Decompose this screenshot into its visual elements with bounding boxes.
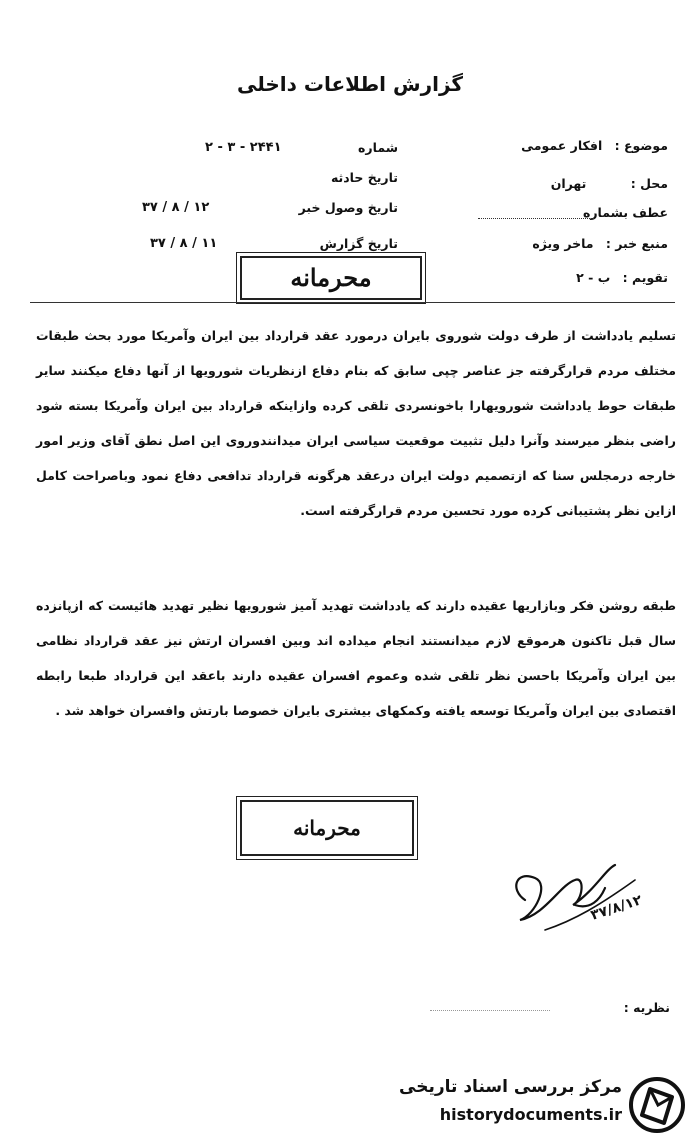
receipt-date-label: تاریخ وصول خبر [298, 200, 398, 215]
body-paragraph-1: تسلیم یادداشت از طرف دولت شوروی بایران درمورد عقد قرارداد بین ایران وآمریکا مورد بحث طبقات مختلف مردم قرارگرفته جز عناصر چپی سابق که بنام دفاع ازنظریات شورویها از آنها دفاع میکنند سایر طبقات حوط یادداشت شورویهارا باخونسردی تلقی کرده وازاینکه قرارداد بین ایران وآمریکا بسته شود راضی بنظر میرسند وآنرا دلیل تثبیت موقعیت سیاسی ایران میدانندوروی این اصل نطق آقای وزیر امور خارجه درمجلس سنا که ازتصمیم دولت ایران درعقد هرگونه قرارداد تدافعی دفاع نمود وباصراحت کامل ازاین نظر پشتیبانی کرده مورد تحسین مردم قرارگرفته است. [36, 328, 676, 518]
document-title: گزارش اطلاعات داخلی [236, 72, 464, 96]
place-value: تهران [550, 176, 587, 191]
signature-date: ۳۷/۸/۱۲ [588, 892, 645, 924]
archive-org-name: مرکز بررسی اسناد تاریخی [399, 1077, 622, 1097]
ref-dotted-line [478, 218, 594, 219]
place-row [551, 176, 668, 191]
ref-label: عطف بشماره [582, 205, 668, 220]
subject-label: موضوع : [614, 138, 668, 153]
header-divider [30, 302, 675, 303]
report-date-label: تاریخ گزارش [319, 236, 398, 251]
evaluation-label: تقویم : [622, 270, 668, 285]
subject-value: افکار عمومی [521, 138, 603, 153]
confidential-stamp-top: محرمانه [240, 256, 422, 300]
confidential-stamp-bottom: محرمانه [240, 800, 414, 856]
report-date-value: ۳۷ / ۸ / ۱۱ [150, 236, 218, 251]
source-label: منبع خبر : [605, 236, 668, 251]
place-label: محل : [630, 176, 668, 191]
archive-logo-icon [628, 1075, 686, 1135]
number-label: شماره [358, 140, 398, 155]
receipt-date-value: ۳۷ / ۸ / ۱۲ [142, 200, 210, 215]
opinion-dotted-line [430, 1010, 550, 1011]
subject-row [521, 138, 668, 153]
source-value: ماخر ویژه [532, 236, 594, 251]
archive-website: historydocuments.ir [439, 1105, 622, 1124]
number-value: ۲ - ۳ - ۲۴۴۱ [205, 140, 282, 155]
event-date-label: تاریخ حادثه [330, 170, 398, 185]
source-row [532, 236, 668, 251]
opinion-label: نظریه : [623, 1000, 670, 1015]
archive-footer [0, 1071, 700, 1143]
ref-row [583, 205, 668, 220]
body-paragraph-2: طبقه روشن فکر وبازاریها عقیده دارند که یادداشت تهدید آمیز شورویها نظیر تهدید هائیست که ازپانزده سال قبل تاکنون هرموقع لازم میدانستند انجام میداده اند وبین افسران ارتش نیز عقد قرارداد نظامی بین ایران وآمریکا باحسن نظر تلقی شده وعموم افسران عقیده دارند باعقد این قرارداد طبعا رابطه اقتصادی بین ایران وآمریکا توسعه یافته وکمکهای بیشتری بایران خصوصا بارتش وافسران خواهد شد . [36, 598, 676, 718]
evaluation-value: ب - ۲ [576, 270, 611, 285]
evaluation-row [576, 270, 668, 285]
